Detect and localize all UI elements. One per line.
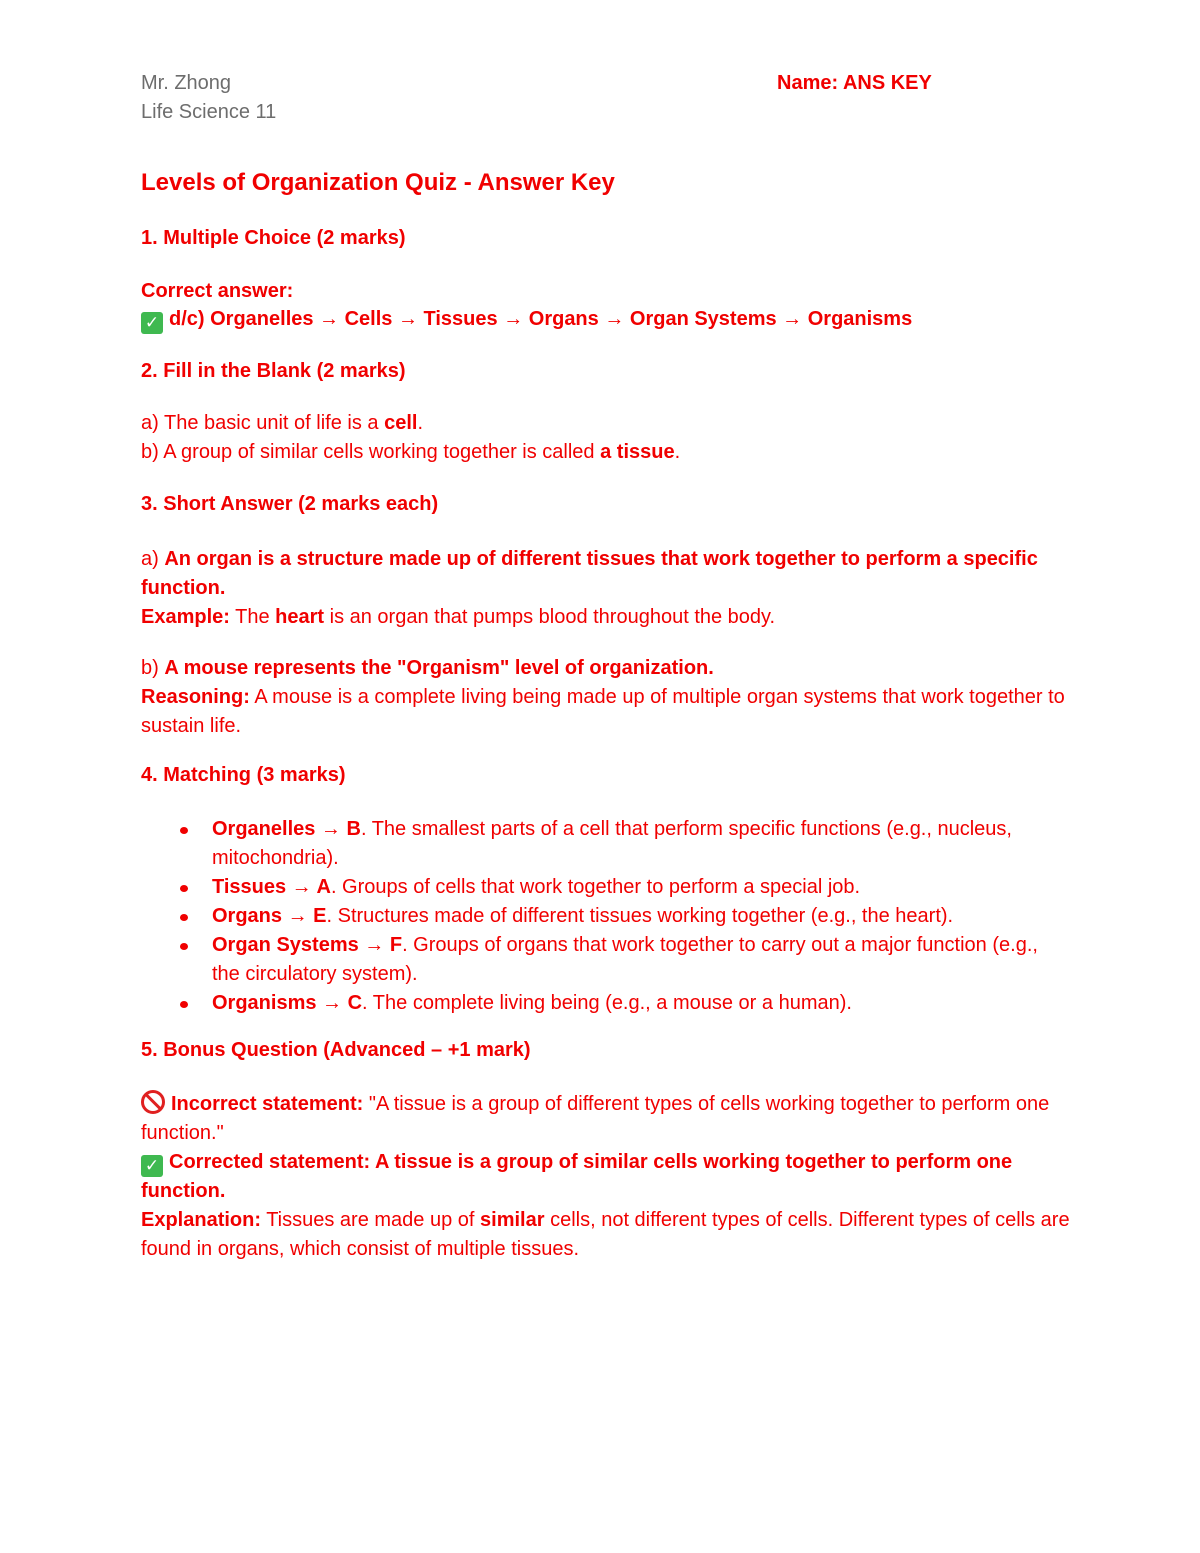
q5-heading: 5. Bonus Question (Advanced – +1 mark) bbox=[141, 1039, 531, 1061]
q3-part-a bbox=[141, 545, 1071, 632]
match-term: Organ Systems → F bbox=[212, 934, 403, 956]
q3-a-answer: An organ is a structure made up of different tissues that work together to perform a specific function. bbox=[141, 548, 1038, 599]
list-item bbox=[141, 815, 1071, 873]
q3-example-label: Example: bbox=[141, 606, 230, 628]
q3-heading: 3. Short Answer (2 marks each) bbox=[141, 493, 439, 515]
q1-correct-label: Correct answer: bbox=[141, 280, 294, 302]
q3-reasoning-text: A mouse is a complete living being made up of multiple organ systems that work together to sustain life. bbox=[141, 686, 1065, 737]
q2-b-prefix: b) A group of similar cells working together is called bbox=[141, 441, 601, 463]
bullet-dot-icon bbox=[180, 943, 188, 950]
check-mark-icon: ✓ bbox=[141, 1155, 163, 1177]
q3-example-bold: heart bbox=[275, 606, 325, 628]
list-item bbox=[141, 873, 1071, 902]
q2-a-prefix: a) The basic unit of life is a bbox=[141, 412, 385, 434]
q5-explanation-post: cells, not different types of cells. Different types of cells are found in organs, which consist of multiple tissues. bbox=[141, 1209, 1070, 1260]
match-desc: . Groups of organs that work together to carry out a major function (e.g., the circulatory system). bbox=[212, 934, 1038, 985]
bullet-dot-icon bbox=[180, 885, 188, 892]
prohibited-icon bbox=[141, 1090, 165, 1114]
q3-example-pre: The bbox=[229, 606, 276, 628]
match-term: Tissues → A bbox=[212, 876, 331, 898]
q3-a-label: a) bbox=[141, 548, 165, 570]
student-name-label: Name: ANS KEY bbox=[777, 72, 932, 94]
q2-part-b bbox=[141, 441, 680, 464]
match-desc: . Structures made of different tissues working together (e.g., the heart). bbox=[326, 905, 954, 927]
q2-b-answer: a tissue bbox=[600, 441, 675, 463]
q5-explanation-pre: Tissues are made up of bbox=[261, 1209, 481, 1231]
q5-body bbox=[141, 1090, 1071, 1264]
check-mark-icon: ✓ bbox=[141, 312, 163, 334]
bullet-dot-icon bbox=[180, 914, 188, 921]
q3-reasoning-label: Reasoning: bbox=[141, 686, 250, 708]
list-item bbox=[141, 989, 1071, 1018]
q3-example-post: is an organ that pumps blood throughout the body. bbox=[324, 606, 776, 628]
q2-a-suffix: . bbox=[417, 412, 424, 434]
q2-b-suffix: . bbox=[674, 441, 681, 463]
page-title: Levels of Organization Quiz - Answer Key bbox=[141, 169, 615, 196]
q5-incorrect-text: "A tissue is a group of different types of cells working together to perform one function." bbox=[141, 1093, 1050, 1144]
q5-explanation-label: Explanation: bbox=[141, 1209, 262, 1231]
q5-incorrect-label: Incorrect statement: bbox=[171, 1093, 364, 1115]
match-term: Organs → E bbox=[212, 905, 327, 927]
match-desc: . The smallest parts of a cell that perform specific functions (e.g., nucleus, mitochondria). bbox=[212, 818, 1012, 869]
q2-heading: 2. Fill in the Blank (2 marks) bbox=[141, 360, 406, 382]
list-item bbox=[141, 902, 1071, 931]
match-term: Organelles → B bbox=[212, 818, 361, 840]
teacher-name: Mr. Zhong bbox=[141, 72, 232, 94]
matching-list bbox=[141, 815, 1071, 1018]
match-term: Organisms → C bbox=[212, 992, 363, 1014]
q2-part-a bbox=[141, 412, 423, 435]
bullet-dot-icon bbox=[180, 1001, 188, 1008]
matching-list-container bbox=[141, 815, 1071, 1018]
q5-corrected-text: A tissue is a group of similar cells working together to perform one function. bbox=[141, 1151, 1013, 1202]
q4-heading: 4. Matching (3 marks) bbox=[141, 764, 346, 786]
course-name: Life Science 11 bbox=[141, 101, 277, 123]
q2-a-answer: cell bbox=[384, 412, 418, 434]
q1-answer bbox=[141, 308, 912, 334]
match-desc: . The complete living being (e.g., a mouse or a human). bbox=[362, 992, 852, 1014]
q3-b-answer: A mouse represents the "Organism" level of organization. bbox=[164, 657, 714, 679]
match-desc: . Groups of cells that work together to perform a special job. bbox=[330, 876, 861, 898]
q5-explanation-bold: similar bbox=[480, 1209, 545, 1231]
bullet-dot-icon bbox=[180, 827, 188, 834]
q1-answer-text: d/c) Organelles → Cells → Tissues → Organs → Organ Systems → Organisms bbox=[169, 308, 913, 330]
q1-heading: 1. Multiple Choice (2 marks) bbox=[141, 227, 406, 249]
q3-b-label: b) bbox=[141, 657, 165, 679]
list-item bbox=[141, 931, 1071, 989]
q3-part-b bbox=[141, 654, 1071, 741]
q5-corrected-label: Corrected statement: bbox=[169, 1151, 371, 1173]
